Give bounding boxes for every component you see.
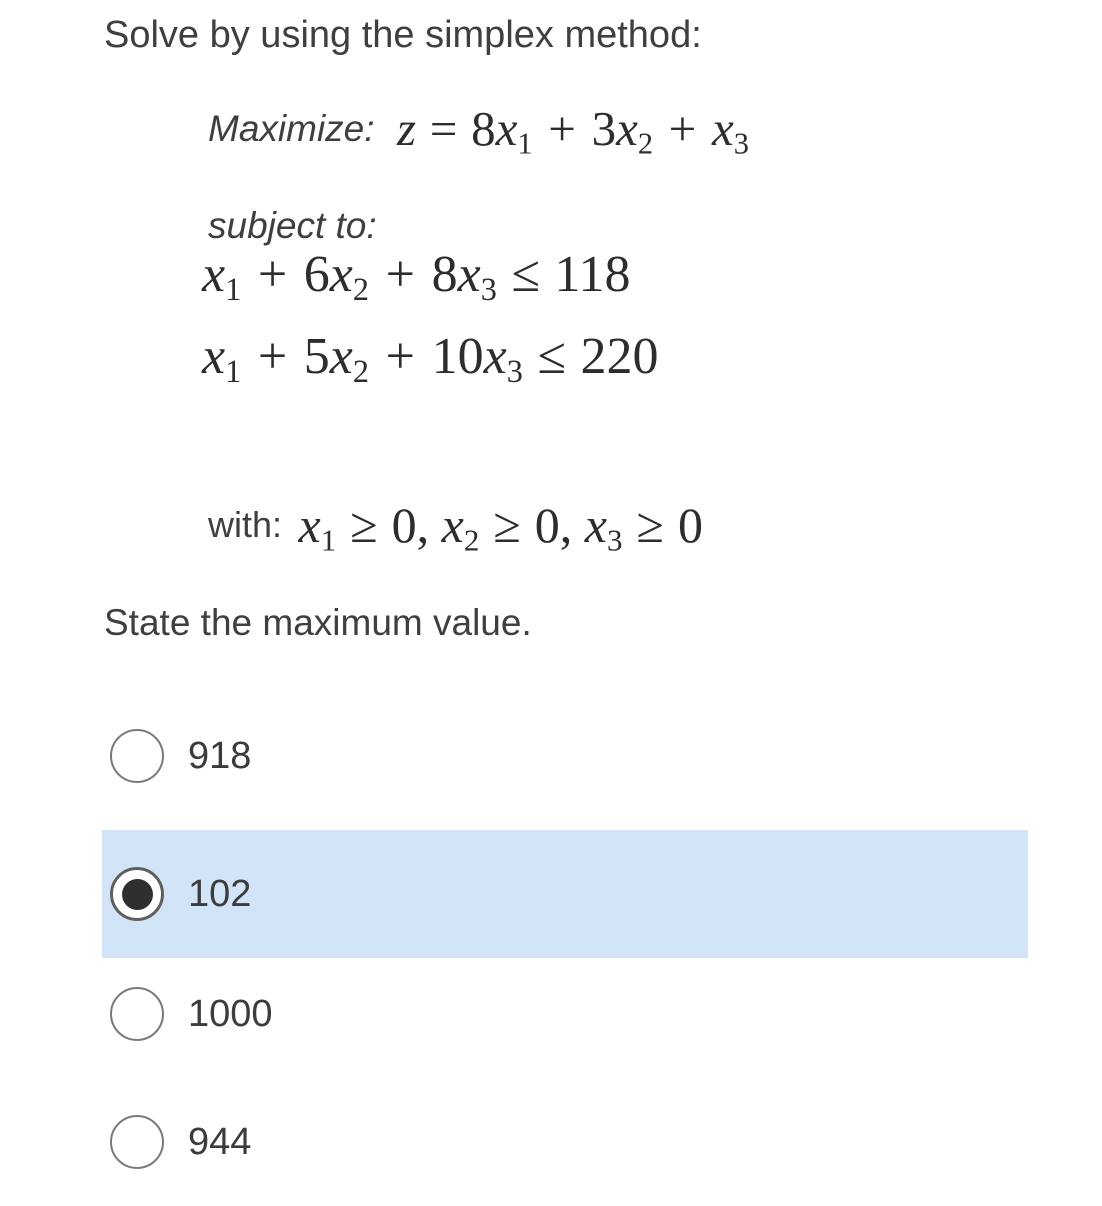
question-title: Solve by using the simplex method: bbox=[104, 14, 702, 56]
equals-sign: = bbox=[429, 101, 458, 156]
variable-x: x bbox=[483, 328, 507, 385]
plus-sign: + bbox=[257, 328, 288, 385]
radio-button[interactable] bbox=[110, 987, 164, 1041]
radio-button[interactable] bbox=[110, 1115, 164, 1169]
subscript-2: 2 bbox=[352, 271, 370, 308]
plus-sign: + bbox=[385, 328, 415, 385]
objective-z: z bbox=[396, 101, 417, 156]
variable-x: x bbox=[298, 497, 321, 553]
variable-x: x bbox=[495, 101, 518, 156]
constraint-1-coef-2: 6 bbox=[303, 246, 330, 303]
answer-option[interactable] bbox=[102, 830, 1028, 958]
variable-x: x bbox=[202, 328, 226, 385]
variable-x: x bbox=[457, 246, 481, 303]
subscript-1: 1 bbox=[320, 522, 337, 558]
plus-sign: + bbox=[257, 246, 288, 303]
variable-x: x bbox=[329, 328, 353, 385]
objective-coef-1: 8 bbox=[471, 101, 496, 156]
constraint-2 bbox=[202, 327, 659, 390]
zero: 0 bbox=[534, 497, 560, 553]
answer-option[interactable] bbox=[102, 692, 1028, 820]
constraint-2-rhs: 220 bbox=[580, 328, 659, 385]
variable-x: x bbox=[616, 101, 638, 156]
answer-option-label: 944 bbox=[188, 1120, 252, 1163]
subscript-1: 1 bbox=[225, 353, 242, 390]
plus-sign: + bbox=[548, 101, 576, 156]
answer-option[interactable] bbox=[102, 950, 1028, 1078]
plus-sign: + bbox=[668, 101, 697, 156]
subscript-2: 2 bbox=[637, 126, 653, 161]
variable-x: x bbox=[584, 497, 607, 553]
objective-expression bbox=[396, 101, 749, 161]
subscript-3: 3 bbox=[480, 271, 497, 308]
subscript-1: 1 bbox=[517, 126, 533, 161]
greater-equal-sign: ≥ bbox=[493, 497, 521, 553]
nonnegativity-expression bbox=[298, 497, 703, 558]
answer-option-label: 918 bbox=[188, 734, 252, 777]
greater-equal-sign: ≥ bbox=[350, 497, 378, 553]
zero: 0 bbox=[677, 497, 703, 553]
maximize-label: Maximize: bbox=[208, 107, 375, 149]
radio-button[interactable] bbox=[110, 867, 164, 921]
constraint-1-relation: ≤ bbox=[511, 246, 540, 303]
variable-x: x bbox=[441, 497, 464, 553]
constraint-2-coef-3: 10 bbox=[431, 328, 484, 385]
comma: , bbox=[559, 497, 573, 553]
answer-option-label: 102 bbox=[188, 872, 252, 915]
greater-equal-sign: ≥ bbox=[636, 497, 664, 553]
subscript-3: 3 bbox=[506, 353, 523, 390]
constraint-1 bbox=[202, 245, 631, 308]
answer-option-label: 1000 bbox=[188, 992, 273, 1035]
with-label: with: bbox=[208, 504, 283, 545]
objective-function bbox=[208, 100, 749, 164]
objective-coef-2: 3 bbox=[591, 101, 617, 156]
subscript-3: 3 bbox=[733, 126, 749, 161]
subscript-1: 1 bbox=[225, 271, 242, 308]
subject-to-label: subject to: bbox=[208, 205, 377, 246]
subscript-2: 2 bbox=[352, 353, 370, 390]
constraint-1-rhs: 118 bbox=[554, 246, 631, 303]
variable-x: x bbox=[711, 101, 734, 156]
subscript-2: 2 bbox=[463, 522, 480, 558]
constraint-2-relation: ≤ bbox=[537, 328, 566, 385]
plus-sign: + bbox=[385, 246, 415, 303]
variable-x: x bbox=[329, 246, 353, 303]
constraint-2-coef-2: 5 bbox=[303, 328, 330, 385]
variable-x: x bbox=[202, 246, 226, 303]
answer-option[interactable] bbox=[102, 1078, 1028, 1206]
zero: 0 bbox=[391, 497, 417, 553]
nonnegativity-constraints bbox=[208, 496, 703, 566]
radio-button[interactable] bbox=[110, 729, 164, 783]
subscript-3: 3 bbox=[607, 522, 623, 558]
radio-selected-dot bbox=[122, 879, 153, 910]
comma: , bbox=[416, 497, 430, 553]
question-prompt: State the maximum value. bbox=[104, 602, 532, 643]
constraint-1-coef-3: 8 bbox=[431, 246, 458, 303]
